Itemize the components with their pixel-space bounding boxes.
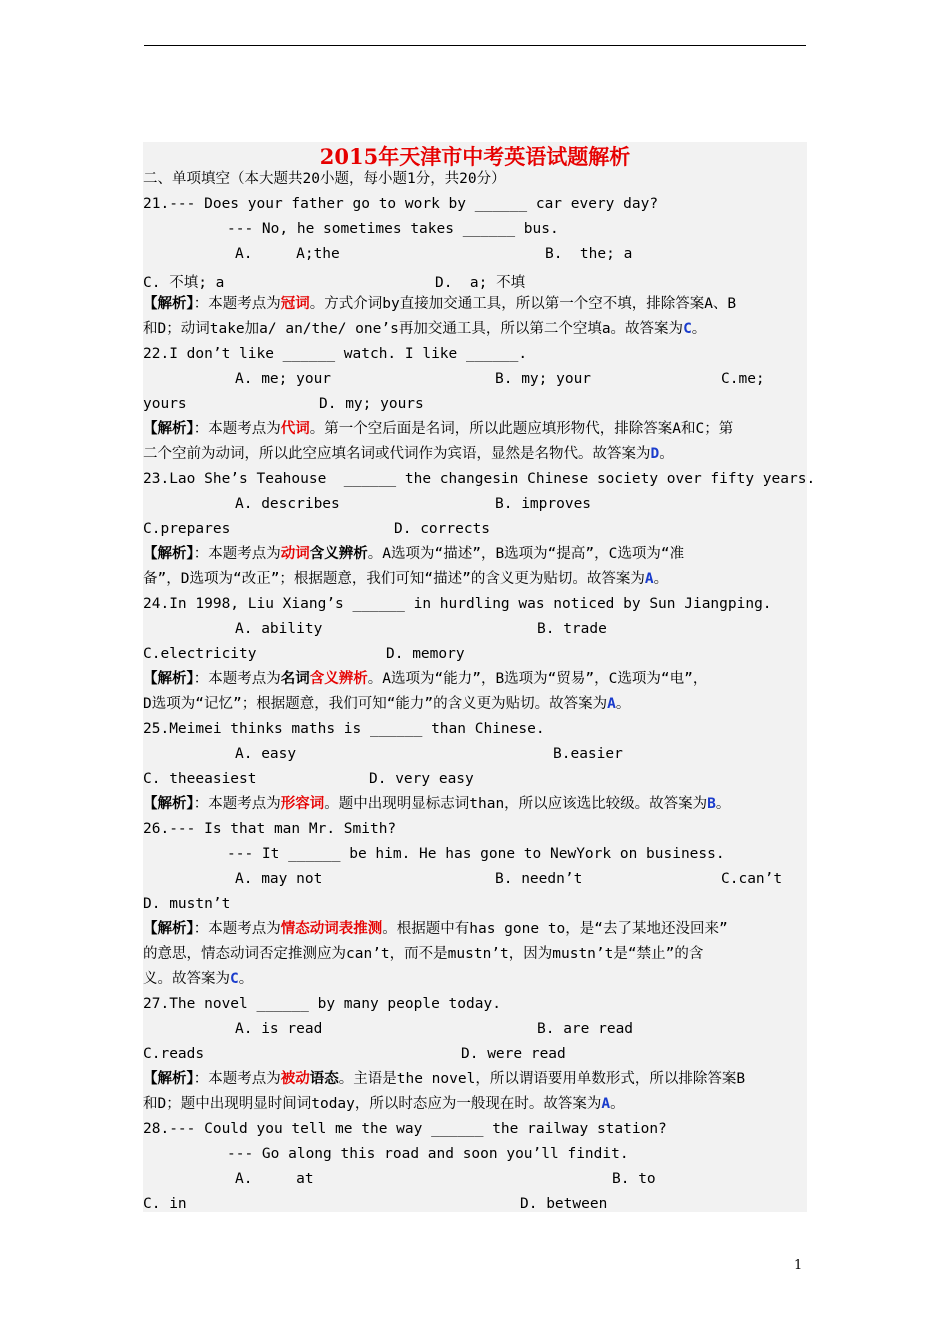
explanation-text: ：本题考点为 xyxy=(193,671,281,687)
explanation-line xyxy=(143,292,736,317)
explanation-line xyxy=(143,1067,745,1092)
explanation-text: ：本题考点为 xyxy=(193,546,281,562)
topic-highlight: 形容词 xyxy=(280,796,325,812)
explanation-text: 。第一个空后面是名词，所以此题应填形物代，排除答案A和C；第 xyxy=(309,421,734,437)
page-title: 2015年天津市中考英语试题解析 xyxy=(319,144,631,169)
explanation-text: 和D；题中出现明显时间词today，所以时态应为一般现在时。故答案为 xyxy=(143,1096,602,1112)
answer-highlight: A xyxy=(644,571,654,587)
question-line: 24.In 1998, Liu Xiang’s ______ in hurdling was noticed by Sun Jiangping. xyxy=(143,596,772,612)
explanation-text: 。根据题中有has gone to，是“去了某地还没回来” xyxy=(382,921,728,937)
option-d: D. between xyxy=(520,1196,608,1212)
topic-highlight-2: 语态 xyxy=(309,1071,339,1087)
question-line: 23.Lao She’s Teahouse ______ the changesin Chinese society over fifty years. xyxy=(143,471,816,487)
document-page xyxy=(143,142,816,1212)
explanation-end: 。 xyxy=(691,321,707,337)
explanation-label: 【解析】 xyxy=(143,796,194,812)
option-d: D. my; yours xyxy=(319,396,424,412)
option-c-cont: yours xyxy=(143,396,187,412)
explanation-text: ：本题考点为 xyxy=(193,296,281,312)
option-d: D. very easy xyxy=(369,771,474,787)
explanation-text: 。题中出现明显标志词than，所以应该选比较级。故答案为 xyxy=(324,796,708,812)
explanation-line xyxy=(143,1092,625,1117)
option-c: C. theeasiest xyxy=(143,771,257,787)
answer-highlight: C xyxy=(683,321,692,337)
topic-highlight: 冠词 xyxy=(280,296,310,312)
explanation-label: 【解析】 xyxy=(143,296,194,312)
option-d: D. were read xyxy=(461,1046,566,1062)
explanation-label: 【解析】 xyxy=(143,671,194,687)
answer-highlight: D xyxy=(650,446,660,462)
question-line: --- Go along this road and soon you’ll findit. xyxy=(227,1146,629,1162)
explanation-text: 。方式介词by直接加交通工具，所以第一个空不填，排除答案A、B xyxy=(309,296,737,312)
question-line: 22.I don’t like ______ watch. I like ______. xyxy=(143,346,528,362)
topic-highlight: 动词 xyxy=(280,546,310,562)
option-b: B. trade xyxy=(537,621,607,637)
answer-highlight: A xyxy=(607,696,616,712)
explanation-text: 二个空前为动词，所以此空应填名词或代词作为宾语，显然是名物代。故答案为 xyxy=(143,446,651,462)
option-b: B. improves xyxy=(495,496,592,512)
option-c: C. 不填; a xyxy=(143,275,225,291)
option-b: B. are read xyxy=(537,1021,634,1037)
option-c: C.can’t xyxy=(721,871,783,887)
option-a: A. at xyxy=(235,1171,314,1187)
question-line: 26.--- Is that man Mr. Smith? xyxy=(143,821,397,837)
question-line: 28.--- Could you tell me the way ______ the railway station? xyxy=(143,1121,667,1137)
explanation-line xyxy=(143,417,733,442)
explanation-text: 。主语是the novel，所以谓语要用单数形式，所以排除答案B xyxy=(338,1071,746,1087)
option-c: C. in xyxy=(143,1196,187,1212)
explanation-end: 。 xyxy=(610,1096,625,1112)
explanation-line xyxy=(143,692,630,717)
explanation-text: 。A选项为“能力”，B选项为“贸易”，C选项为“电”， xyxy=(367,671,708,687)
option-a: A. easy xyxy=(235,746,297,762)
explanation-line xyxy=(143,967,253,992)
option-c: C.me; xyxy=(721,371,765,387)
option-d: D. memory xyxy=(386,646,465,662)
question-line: 27.The novel ______ by many people today. xyxy=(143,996,501,1012)
explanation-line: 的意思，情态动词否定推测应为can’t，而不是mustn’t，因为mustn’t是“禁止”的含 xyxy=(143,946,704,962)
explanation-text: 。A选项为“描述”，B选项为“提高”，C选项为“准 xyxy=(367,546,685,562)
option-c: C.prepares xyxy=(143,521,231,537)
explanation-text: ：本题考点为 xyxy=(193,796,281,812)
option-d: D. a; 不填 xyxy=(435,275,526,291)
question-line: 21.--- Does your father go to work by ______ car every day? xyxy=(143,196,659,212)
explanation-label: 【解析】 xyxy=(143,546,194,562)
explanation-line xyxy=(143,667,707,692)
explanation-text: D选项为“记忆”；根据题意，我们可知“能力”的含义更为贴切。故答案为 xyxy=(143,696,608,712)
option-c: C.electricity xyxy=(143,646,257,662)
explanation-line xyxy=(143,792,730,817)
explanation-text: 备”，D选项为“改正”；根据题意，我们可知“描述”的含义更为贴切。故答案为 xyxy=(143,571,645,587)
option-b: B. the; a xyxy=(545,246,633,262)
explanation-line xyxy=(143,567,668,592)
answer-highlight: A xyxy=(601,1096,611,1112)
answer-highlight: B xyxy=(707,796,716,812)
topic-highlight: 被动 xyxy=(280,1071,310,1087)
explanation-label: 【解析】 xyxy=(143,421,194,437)
explanation-line xyxy=(143,917,728,942)
explanation-text: 和D；动词take加a/ an/the/ one’s再加交通工具，所以第二个空填a。故答案为 xyxy=(143,321,684,337)
topic-highlight-2: 含义辨析 xyxy=(309,671,368,687)
explanation-text: ：本题考点为 xyxy=(193,921,281,937)
question-line: 25.Meimei thinks maths is ______ than Chinese. xyxy=(143,721,545,737)
option-c: C.reads xyxy=(143,1046,205,1062)
option-a: A. A;the xyxy=(235,246,340,262)
option-d: D. corrects xyxy=(394,521,491,537)
question-line: --- No, he sometimes takes ______ bus. xyxy=(227,221,559,237)
header-rule xyxy=(144,45,806,46)
explanation-line xyxy=(143,442,674,467)
explanation-text: ：本题考点为 xyxy=(193,421,281,437)
explanation-end: 。 xyxy=(615,696,631,712)
option-b: B. to xyxy=(612,1171,656,1187)
option-b: B.easier xyxy=(553,746,623,762)
option-a: A. ability xyxy=(235,621,323,637)
explanation-text: 义。故答案为 xyxy=(143,971,230,987)
topic-highlight: 名词 xyxy=(280,671,310,687)
explanation-label: 【解析】 xyxy=(143,921,194,937)
explanation-end: 。 xyxy=(653,571,669,587)
explanation-label: 【解析】 xyxy=(143,1071,194,1087)
option-a: A. me; your xyxy=(235,371,332,387)
topic-highlight: 情态动词表推测 xyxy=(280,921,383,937)
explanation-end: 。 xyxy=(715,796,731,812)
page-number: 1 xyxy=(794,1258,803,1273)
explanation-line xyxy=(143,317,706,342)
explanation-text: ：本题考点为 xyxy=(193,1071,281,1087)
explanation-end: 。 xyxy=(238,971,254,987)
option-a: A. is read xyxy=(235,1021,323,1037)
topic-highlight-2: 含义辨析 xyxy=(309,546,368,562)
question-line: --- It ______ be him. He has gone to NewYork on business. xyxy=(227,846,725,862)
option-b: B. needn’t xyxy=(495,871,583,887)
option-b: B. my; your xyxy=(495,371,592,387)
option-a: A. describes xyxy=(235,496,340,512)
answer-highlight: C xyxy=(230,971,239,987)
option-a: A. may not xyxy=(235,871,323,887)
explanation-line xyxy=(143,542,684,567)
topic-highlight: 代词 xyxy=(280,421,310,437)
explanation-end: 。 xyxy=(659,446,674,462)
section-heading: 二、单项填空（本大题共20小题，每小题1分，共20分） xyxy=(143,171,506,187)
option-d: D. mustn’t xyxy=(143,896,231,912)
